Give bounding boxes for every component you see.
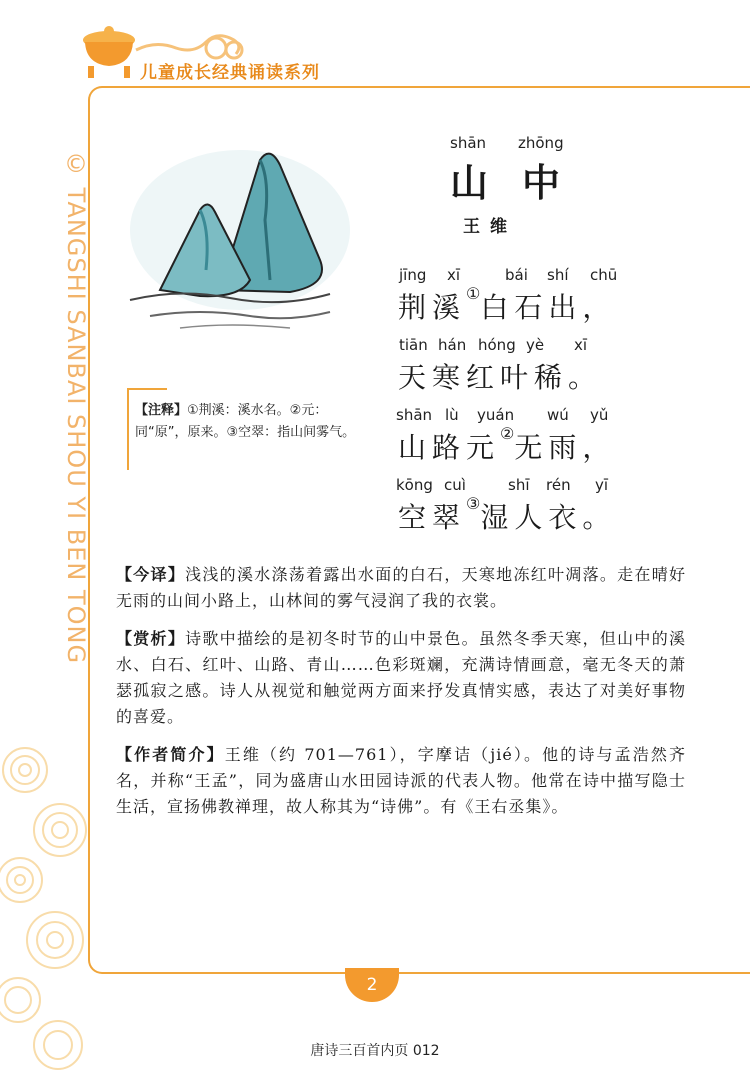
section-label: 【赏析】 bbox=[116, 629, 186, 648]
pinyin: jīng bbox=[399, 266, 427, 284]
pinyin: yè bbox=[526, 336, 545, 354]
pinyin: yuán bbox=[477, 406, 515, 424]
series-title: 儿童成长经典诵读系列 bbox=[140, 63, 320, 83]
poem-line-1 bbox=[398, 286, 616, 326]
annotation-text: ①荆溪：溪水名。②元：同“原”，原来。③空翠：指山间雾气。 bbox=[135, 403, 356, 440]
pinyin: cuì bbox=[444, 476, 466, 494]
page-number: 2 bbox=[345, 968, 399, 1002]
author-bio-section bbox=[116, 742, 686, 820]
pinyin: lù bbox=[445, 406, 459, 424]
spiral-decoration-icon bbox=[0, 740, 90, 1070]
notes-rule-top bbox=[127, 388, 167, 390]
annotation-box bbox=[135, 400, 365, 444]
note-marker: ③ bbox=[466, 494, 481, 513]
pinyin: xī bbox=[447, 266, 461, 284]
title-pinyin-1: shān bbox=[450, 134, 487, 152]
pinyin: shān bbox=[396, 406, 433, 424]
section-text: 浅浅的溪水涤荡着露出水面的白石，天寒地冻红叶凋落。走在晴好无雨的山间小路上，山林间的雾气浸润了我的衣裳。 bbox=[116, 565, 686, 610]
appreciation-section bbox=[116, 626, 686, 730]
poem-text: 山路元 bbox=[398, 431, 501, 464]
section-text: 诗歌中描绘的是初冬时节的山中景色。虽然冬季天寒，但山中的溪水、白石、红叶、山路、青山……色彩斑斓，充满诗情画意，毫无冬天的萧瑟孤寂之感。诗人从视觉和触觉两方面来抒发真情实感，表达了对美好事物的喜爱。 bbox=[116, 629, 686, 726]
poem-line-3 bbox=[398, 426, 616, 466]
poem-text: 白石出， bbox=[480, 291, 617, 324]
pinyin: yī bbox=[595, 476, 609, 494]
poem-text: 荆溪 bbox=[398, 291, 467, 324]
footer-caption: 唐诗三百首内页 012 bbox=[310, 1043, 440, 1059]
note-marker: ① bbox=[466, 284, 481, 303]
pinyin: bái bbox=[505, 266, 528, 284]
section-text: 王维（约 701—761），字摩诘（jié）。他的诗与孟浩然齐名，并称“王孟”，同为盛唐山水田园诗派的代表人物。他常在诗中描写隐士生活，宣扬佛教禅理，故人称其为“诗佛”。有《王右丞集》。 bbox=[116, 745, 686, 816]
pinyin: shī bbox=[508, 476, 530, 494]
pinyin: hóng bbox=[478, 336, 516, 354]
poem-line-2 bbox=[398, 356, 602, 396]
poem-text: 无雨， bbox=[514, 431, 617, 464]
pinyin: wú bbox=[547, 406, 569, 424]
pinyin: chū bbox=[590, 266, 618, 284]
poem-title-char-1: 山 bbox=[450, 160, 489, 205]
poem-text: 天寒红叶稀。 bbox=[398, 361, 603, 394]
section-label: 【今译】 bbox=[116, 565, 186, 584]
poem-title-char-2: 中 bbox=[522, 160, 561, 205]
title-pinyin-2: zhōng bbox=[518, 134, 564, 152]
pinyin: shí bbox=[547, 266, 569, 284]
pinyin: yǔ bbox=[590, 406, 609, 424]
section-label: 【作者简介】 bbox=[116, 745, 225, 764]
translation-section bbox=[116, 562, 686, 614]
note-marker: ② bbox=[500, 424, 515, 443]
poem-author: 王维 bbox=[463, 217, 517, 237]
pinyin: xī bbox=[574, 336, 588, 354]
pinyin: hán bbox=[438, 336, 467, 354]
poem-line-4 bbox=[398, 496, 616, 536]
poem-text: 湿人衣。 bbox=[480, 501, 617, 534]
pinyin: tiān bbox=[399, 336, 428, 354]
annotation-label: 【注释】 bbox=[135, 403, 188, 418]
poem-text: 空翠 bbox=[398, 501, 467, 534]
mountain-illustration bbox=[120, 120, 360, 340]
pinyin: kōng bbox=[396, 476, 433, 494]
pinyin: rén bbox=[546, 476, 571, 494]
side-vertical-text: © TANGSHI SANBAI SHOU YI BEN TONG bbox=[62, 150, 90, 665]
notes-rule-left bbox=[127, 388, 129, 470]
